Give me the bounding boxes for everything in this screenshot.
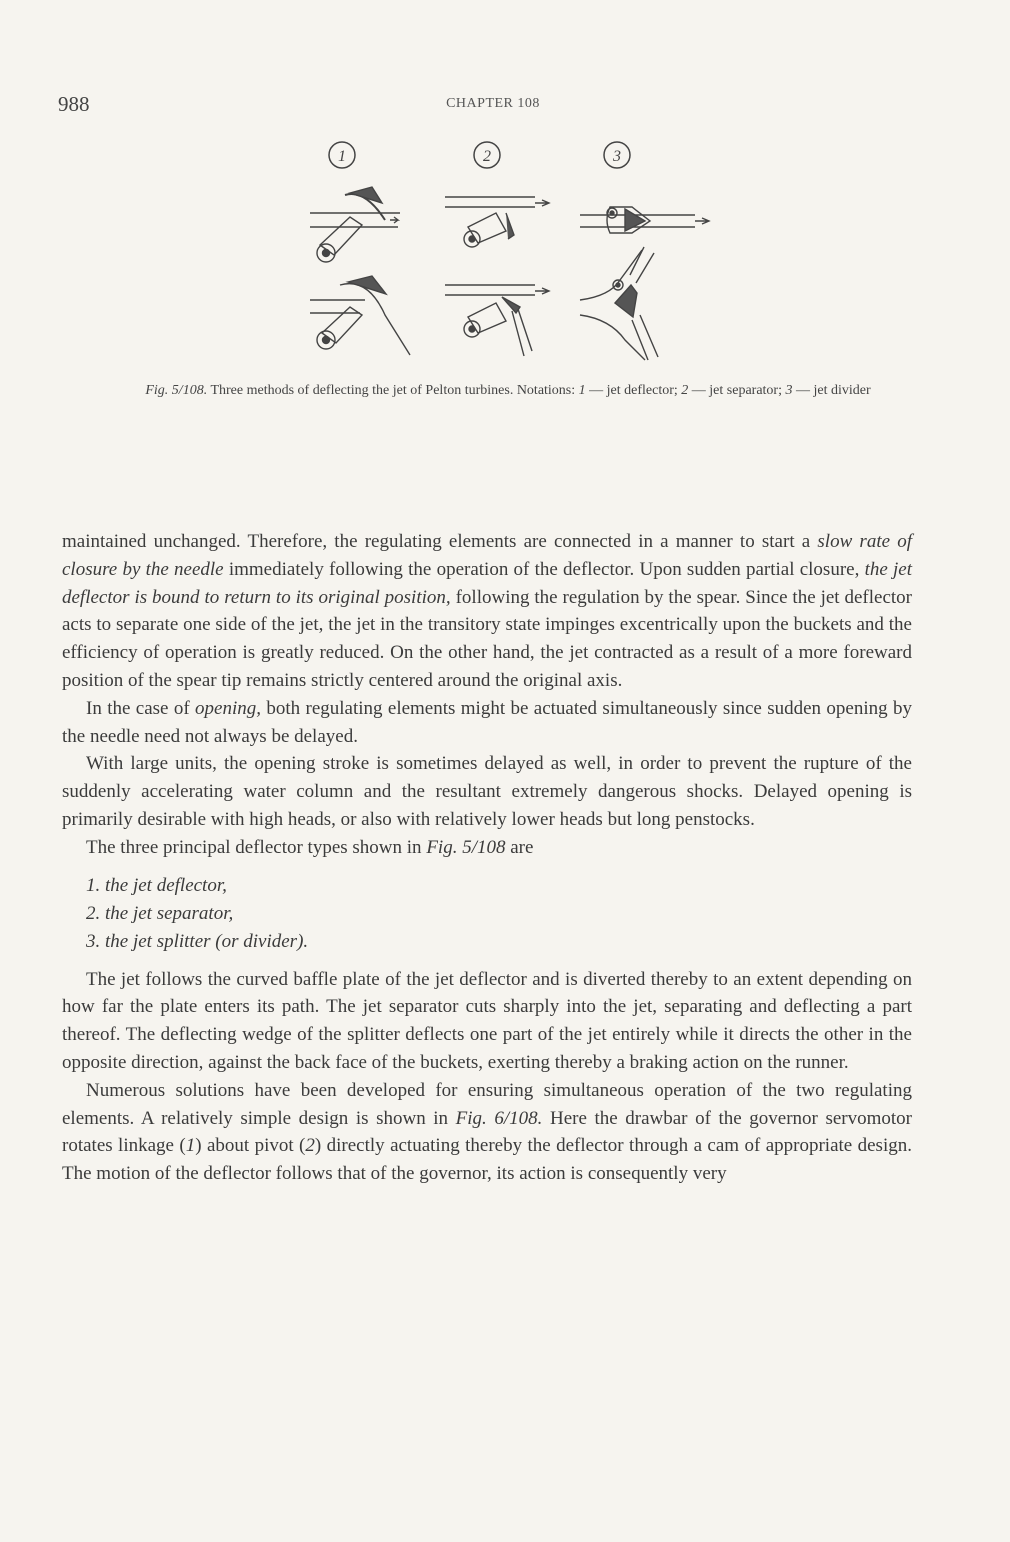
jet-deflector-diagram — [280, 135, 720, 370]
caption-n2: 2 — [681, 383, 689, 398]
marker-2: 2 — [483, 148, 491, 165]
p6-text-e: ) about pivot ( — [195, 1135, 306, 1157]
p2-text-a: In the case of — [86, 697, 196, 719]
marker-3: 3 — [613, 148, 621, 165]
divider-bottom-sketch — [580, 247, 658, 360]
caption-t2: — jet separator; — [691, 383, 782, 398]
list-item: 3. the jet splitter (or divider). — [86, 930, 309, 952]
p1-text-c: immediately following the operation of the deflector. Upon sudden partial closure, — [223, 558, 865, 580]
p4-italic-b: Fig. 5/108 — [426, 836, 506, 858]
list-item: 1. the jet deflector, — [86, 874, 227, 896]
p1-italic-b: slow rate of closure by the needle — [62, 531, 913, 580]
figure-caption — [88, 380, 928, 402]
p2-italic-b: opening, — [195, 697, 261, 719]
p6-text-g: ) directly actuating thereby the deflector through a cam of appropriate design. The motion of the deflector follows that of the governor, its action is consequently very — [62, 1135, 912, 1185]
caption-label: Fig. 5/108. — [145, 383, 208, 398]
separator-bottom-sketch — [445, 285, 549, 356]
p6-italic-d: 1 — [185, 1135, 196, 1157]
chapter-title: CHAPTER 108 — [446, 96, 540, 111]
caption-n1: 1 — [578, 383, 586, 398]
p2-text-c: both regulating elements might be actuated simultaneously since sudden opening by the needle need not always be delayed. — [62, 697, 912, 747]
p1-text-a: maintained unchanged. Therefore, the regulating elements are connected in a manner to start a — [62, 531, 818, 552]
figure-drawings — [310, 187, 709, 360]
paragraph-4 — [62, 834, 912, 862]
paragraph-2 — [62, 695, 912, 751]
p1-italic-d: the jet deflector is bound to return to its original position, — [62, 558, 913, 608]
page-header — [58, 92, 928, 122]
paragraph-1 — [62, 528, 912, 695]
caption-t1: — jet deflector; — [589, 383, 678, 398]
caption-n3: 3 — [785, 383, 793, 398]
p4-text-a: The three principal deflector types shown in — [86, 836, 427, 858]
caption-text: Three methods of deflecting the jet of Pelton turbines. Notations: — [210, 383, 576, 398]
divider-top-sketch — [580, 207, 709, 233]
p6-italic-f: 2 — [305, 1135, 315, 1157]
deflector-top-sketch — [310, 187, 400, 262]
figure-5-108 — [280, 135, 720, 370]
page-number: 988 — [58, 92, 90, 116]
separator-top-sketch — [445, 197, 549, 247]
paragraph-5: The jet follows the curved baffle plate of the jet deflector and is diverted thereby to an extent depending on how far the plate enters its path. The jet separator cuts sharply into the jet, separating and deflecting a part thereof. The deflecting wedge of the splitter deflects one part of the jet entirely while it directs the other in the opposite direction, against the back face of the buckets, exerting thereby a braking action on the runner. — [62, 968, 912, 1073]
p6-text-c: Here the drawbar of the governor servomotor rotates linkage ( — [62, 1107, 912, 1157]
p1-text-e: following the regulation by the spear. Since the jet deflector acts to separate one side of the jet, the jet in the transitory state impinges excentrically upon the buckets and the efficiency of operation is greatly reduced. On the other hand, the jet contracted as a result of a more foreward position of the spear tip remains strictly centered around the original axis. — [62, 586, 912, 691]
marker-1: 1 — [338, 148, 346, 165]
deflector-types-list — [86, 872, 912, 956]
p4-text-c: are — [505, 836, 534, 858]
p6-text-a: Numerous solutions have been developed for ensuring simultaneous operation of the two regulating elements. A relatively simple design is shown in — [62, 1079, 912, 1129]
caption-t3: — jet divider — [795, 383, 871, 398]
paragraph-3: With large units, the opening stroke is sometimes delayed as well, in order to prevent the rupture of the suddenly accelerating water column and the resultant extremely dangerous shocks. Delayed opening is primarily desirable with high heads, or also with relatively lower heads but long penstocks. — [62, 753, 912, 830]
body-text — [62, 528, 912, 1188]
p6-italic-b: Fig. 6/108. — [455, 1107, 543, 1129]
paragraph-6 — [62, 1077, 912, 1188]
deflector-bottom-sketch — [310, 276, 410, 355]
list-item: 2. the jet separator, — [86, 902, 234, 924]
